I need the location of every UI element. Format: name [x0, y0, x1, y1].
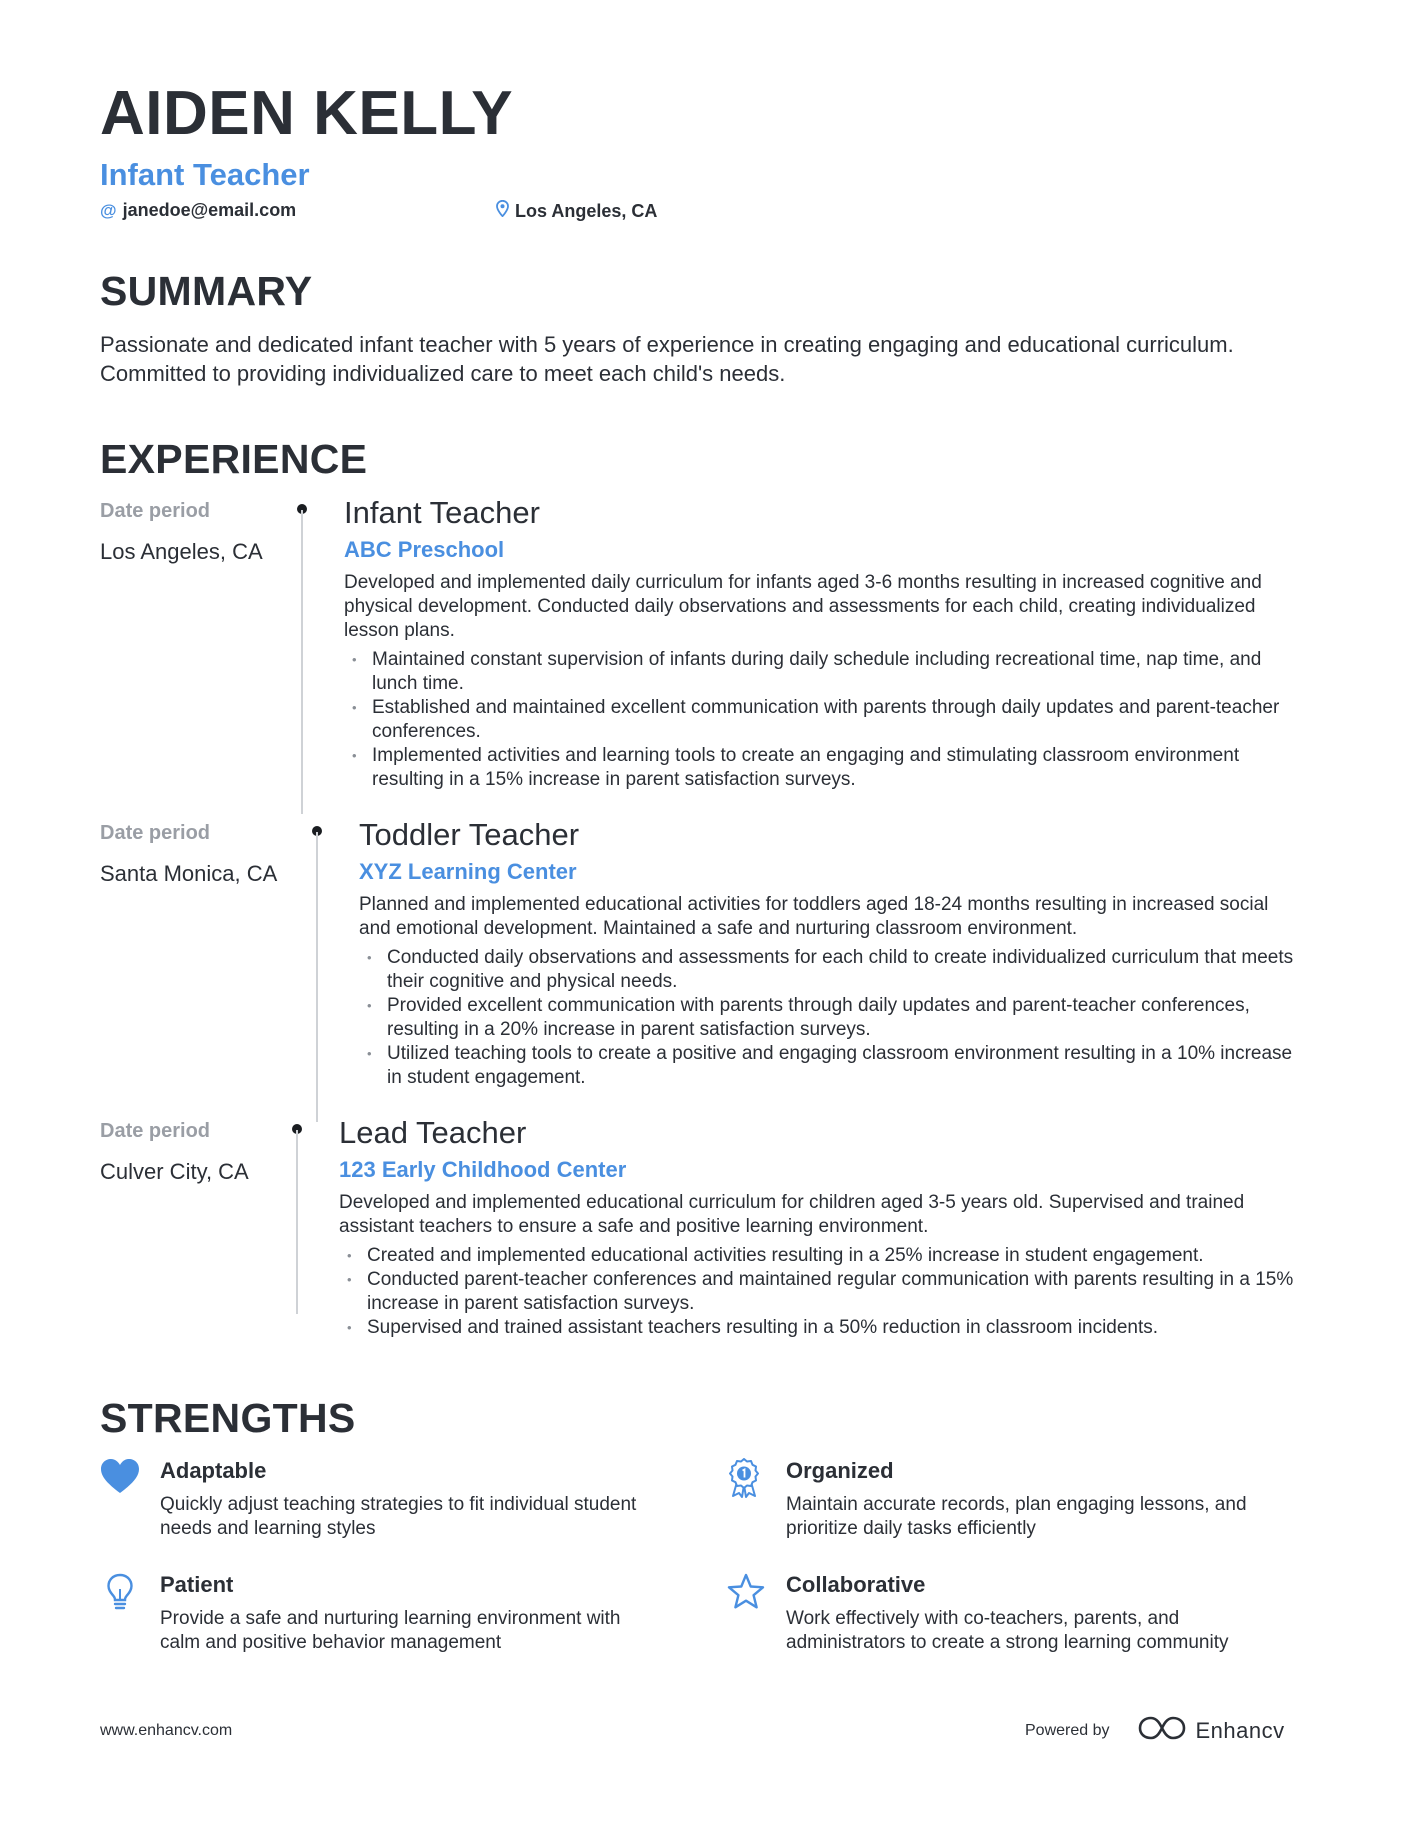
strength-name: Collaborative — [786, 1572, 926, 1597]
job-bullets — [339, 1244, 1309, 1340]
strength-name: Adaptable — [160, 1458, 267, 1483]
candidate-title: Infant Teacher — [100, 157, 310, 192]
date-period: Date period — [100, 500, 211, 522]
list-item: • Created and implemented educational activities resulting in a 25% increase in student engagement. — [339, 1244, 1309, 1268]
brand-name: Enhancv — [1195, 1718, 1285, 1743]
experience-meta — [100, 500, 300, 565]
at-icon: @ — [100, 200, 117, 220]
experience-details — [339, 1114, 1309, 1340]
list-item: • Supervised and trained assistant teachers resulting in a 50% reduction in classroom incidents. — [339, 1316, 1309, 1340]
heart-icon — [100, 1458, 142, 1500]
list-item: • Provided excellent communication with parents through daily updates and parent-teacher conferences, resulting in a 20% increase in parent satisfaction surveys. — [359, 994, 1304, 1042]
list-item: • Implemented activities and learning tools to create an engaging and stimulating classroom environment resulting in a 15% increase in parent satisfaction surveys. — [344, 744, 1304, 792]
experience-heading: EXPERIENCE — [100, 436, 368, 482]
contact-email — [100, 200, 296, 221]
job-location: Santa Monica, CA — [100, 861, 278, 886]
footer-branding — [1025, 1715, 1285, 1747]
job-description: Developed and implemented educational curriculum for children aged 3-5 years old. Supervised and trained assistant teachers to ensure a safe and positive learning environment. — [339, 1192, 1245, 1238]
job-description: Planned and implemented educational activities for toddlers aged 18-24 months resulting in increased social and emotional development. Maintained a safe and nurturing classroom environment. — [359, 894, 1269, 940]
star-icon — [726, 1572, 768, 1614]
strength-description: Maintain accurate records, plan engaging lessons, and prioritize daily tasks efficiently — [786, 1494, 1247, 1539]
footer-website[interactable]: www.enhancv.com — [100, 1722, 233, 1739]
strength-name: Organized — [786, 1458, 894, 1483]
job-role: Lead Teacher — [339, 1115, 527, 1150]
date-period: Date period — [100, 822, 211, 844]
timeline-line — [296, 1130, 298, 1314]
experience-details — [344, 494, 1304, 792]
job-bullets — [344, 648, 1304, 792]
brand-logo[interactable] — [1138, 1715, 1285, 1747]
job-location: Culver City, CA — [100, 1159, 249, 1184]
list-item: • Established and maintained excellent communication with parents through daily updates and parent-teacher conferences. — [344, 696, 1304, 744]
strengths-heading: STRENGTHS — [100, 1395, 356, 1441]
job-location: Los Angeles, CA — [100, 539, 263, 564]
summary-heading: SUMMARY — [100, 268, 313, 314]
award-ribbon-icon — [726, 1458, 768, 1500]
candidate-name: AIDEN KELLY — [100, 79, 514, 148]
list-item: • Maintained constant supervision of infants during daily schedule including recreational time, nap time, and lunch time. — [344, 648, 1304, 696]
location-text: Los Angeles, CA — [515, 200, 658, 221]
email-text[interactable]: janedoe@email.com — [122, 200, 297, 220]
contact-location — [496, 200, 657, 222]
strength-description: Work effectively with co-teachers, parents, and administrators to create a strong learning community — [786, 1608, 1229, 1653]
date-period: Date period — [100, 1120, 211, 1142]
list-item: • Conducted parent-teacher conferences and maintained regular communication with parents resulting in a 15% increase in parent satisfaction surveys. — [339, 1268, 1309, 1316]
job-role: Infant Teacher — [344, 495, 540, 530]
job-description: Developed and implemented daily curriculum for infants aged 3-6 months resulting in increased cognitive and physical development. Conducted daily observations and assessments for each child, creating individualized lesson plans. — [344, 572, 1262, 642]
strength-name: Patient — [160, 1572, 234, 1597]
company-name: ABC Preschool — [344, 537, 505, 563]
company-name: XYZ Learning Center — [359, 859, 577, 885]
powered-by-text: Powered by — [1025, 1722, 1110, 1739]
experience-meta — [100, 1120, 300, 1185]
timeline-line — [301, 510, 303, 814]
list-item: • Conducted daily observations and assessments for each child to create individualized curriculum that meets their cognitive and physical needs. — [359, 946, 1304, 994]
job-bullets — [359, 946, 1304, 1090]
experience-meta — [100, 822, 300, 887]
lightbulb-icon — [100, 1572, 142, 1614]
map-pin-icon — [496, 200, 509, 222]
experience-details — [359, 816, 1304, 1090]
timeline-line — [316, 832, 318, 1122]
list-item: • Utilized teaching tools to create a positive and engaging classroom environment resulting in a 10% increase in student engagement. — [359, 1042, 1304, 1090]
enhancv-logo-icon — [1138, 1715, 1186, 1747]
company-name: 123 Early Childhood Center — [339, 1157, 627, 1183]
job-role: Toddler Teacher — [359, 817, 580, 852]
strength-description: Quickly adjust teaching strategies to fit individual student needs and learning styles — [160, 1494, 637, 1539]
summary-text: Passionate and dedicated infant teacher with 5 years of experience in creating engaging and educational curriculum. Committed to providing individualized care to meet each child's needs. — [100, 332, 1234, 386]
strength-description: Provide a safe and nurturing learning environment with calm and positive behavior management — [160, 1608, 621, 1653]
